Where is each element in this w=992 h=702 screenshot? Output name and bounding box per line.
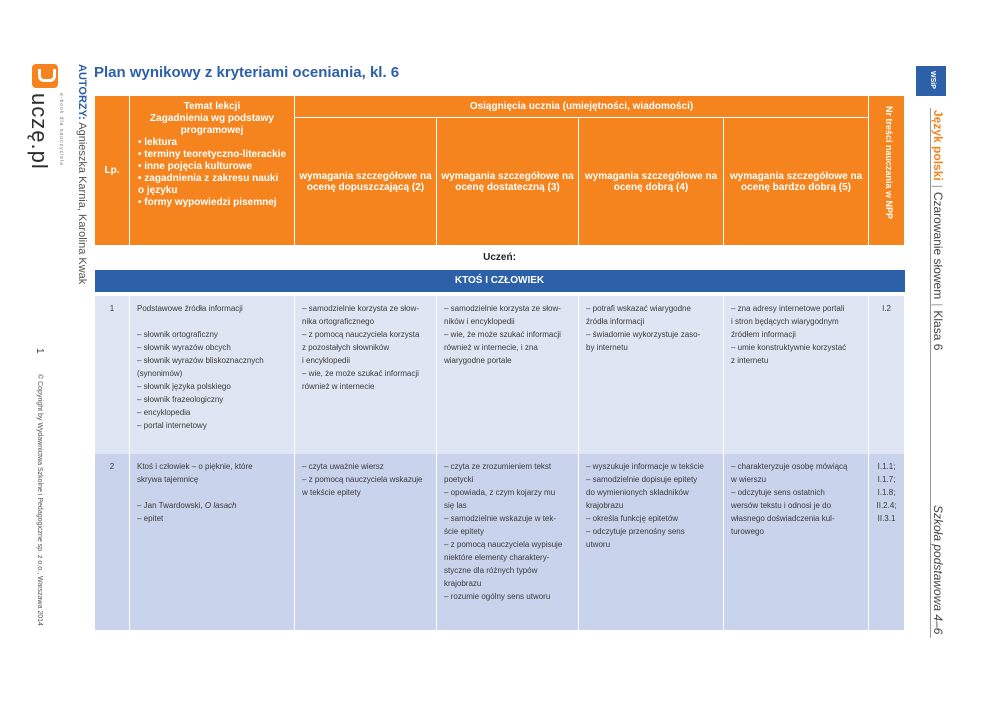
- brand-tagline: e-book dla nauczyciela: [58, 93, 64, 166]
- topic-line: – portal internetowy: [137, 420, 207, 430]
- school-level: Szkoła podstawowa 4–6: [931, 505, 945, 635]
- subject: Język polski: [931, 110, 945, 181]
- row-level-4: – wyszukuje informacje w tekście – samodzielnie dopisuje epitety do wymienionych składników krajobrazu – określa funkcję epitetów – odczytuje przenośny sens utworu: [579, 454, 724, 630]
- uczen-label: Uczeń:: [95, 246, 905, 270]
- row-level-3: – czyta ze zrozumieniem tekst poetycki – opowiada, z czym kojarzy mu się las – samodzielnie wskazuje w tek- ście epitety – z pomocą nauczyciela wypisuje niektóre elementy charaktery- styczne dla różnych typów krajobrazu – rozumie ogólny sens utworu: [437, 454, 579, 630]
- wsip-logo-text: WSiP: [929, 71, 936, 89]
- topic-line: Podstawowe źródła informacji: [137, 303, 243, 313]
- row-level-2: – czyta uważnie wiersz – z pomocą nauczyciela wskazuje w tekście epitety: [295, 454, 437, 630]
- topic-line: – słownik wyrazów bliskoznacznych: [137, 355, 264, 365]
- wsip-logo: [916, 66, 946, 96]
- header-level-2: wymagania szczegółowe na ocenę dopuszczającą (2): [295, 118, 437, 246]
- header-topic-item: • zagadnienia z zakresu nauki o języku: [138, 173, 286, 197]
- row-lp: 2: [95, 454, 130, 630]
- authors-names: Agnieszka Karnia, Karolina Kwak: [76, 122, 88, 285]
- header-topic-title: Temat lekcji: [183, 101, 241, 112]
- topic-line: – słownik języka polskiego: [137, 381, 231, 391]
- uczepl-logo-icon: [32, 64, 58, 88]
- series: Czarowanie słowem: [931, 191, 945, 300]
- copyright: © Copyright by Wydawnictwa Szkolne i Pedagogiczne sp. z o.o., Warszawa 2014: [36, 374, 43, 626]
- header-npp: [869, 96, 905, 246]
- header-topic-item: • inne pojęcia kulturowe: [138, 161, 286, 173]
- grading-plan-table: [94, 95, 905, 630]
- page-title: Plan wynikowy z kryteriami oceniania, kl. 6: [94, 64, 400, 81]
- header-achievements: Osiągnięcia ucznia (umiejętności, wiadomości): [295, 96, 869, 118]
- topic-line: – słownik ortograficzny: [137, 329, 218, 339]
- row-topic: [130, 296, 295, 454]
- header-topic-item: • lektura: [138, 137, 286, 149]
- grade: Klasa 6: [931, 310, 945, 351]
- brand-name: uczę.pl: [27, 93, 52, 170]
- header-level-5: wymagania szczegółowe na ocenę bardzo dobrą (5): [724, 118, 869, 246]
- header-level-3: wymagania szczegółowe na ocenę dostateczną (3): [437, 118, 579, 246]
- row-npp: I.1.1; I.1.7; I.1.8; II.2.4; II.3.1: [869, 454, 905, 630]
- row-level-5: – charakteryzuje osobę mówiącą w wierszu – odczytuje sens ostatnich wersów tekstu i odnosi je do własnego doświadczenia kul- turowego: [724, 454, 869, 630]
- topic-line: – Jan Twardowski, O lasach: [137, 500, 237, 510]
- row-topic: [130, 454, 295, 630]
- header-lp: Lp.: [95, 96, 130, 246]
- header-topic: [130, 96, 295, 246]
- row-level-2: – samodzielnie korzysta ze słow- nika ortograficznego – z pomocą nauczyciela korzysta z pozostałych słowników i encyklopedii – wie, że może szukać informacji również w internecie: [295, 296, 437, 454]
- topic-line: – encyklopedia: [137, 407, 191, 417]
- row-level-5: – zna adresy internetowe portali i stron będących wiarygodnym źródłem informacji – umie konstruktywnie korzystać z internetu: [724, 296, 869, 454]
- row-npp: I.2: [869, 296, 905, 454]
- topic-line: – epitet: [137, 513, 164, 523]
- page-number: 1: [34, 348, 45, 354]
- table-row: [95, 454, 905, 630]
- header-topic-item: • formy wypowiedzi pisemnej: [138, 197, 286, 209]
- header-topic-item: • terminy teoretyczno-literackie: [138, 149, 286, 161]
- header-level-4: wymagania szczegółowe na ocenę dobrą (4): [579, 118, 724, 246]
- left-margin: [0, 0, 88, 702]
- authors-label: AUTORZY:: [76, 64, 88, 120]
- header-topic-sub: Zagadnienia wg podstawy programowej: [150, 113, 274, 136]
- header-npp-label: Nr treści nauczania w NPP: [884, 106, 895, 220]
- topic-line: (synonimów): [137, 368, 183, 378]
- authors: [76, 64, 88, 284]
- row-level-4: – potrafi wskazać wiarygodne źródła informacji – świadomie wykorzystuje zaso- by internetu: [579, 296, 724, 454]
- topic-line: – słownik wyrazów obcych: [137, 342, 231, 352]
- topic-line: skrywa tajemnicę: [137, 474, 199, 484]
- topic-line: – słownik frazeologiczny: [137, 394, 224, 404]
- section-header: KTOŚ I CZŁOWIEK: [95, 270, 905, 292]
- row-lp: 1: [95, 296, 130, 454]
- topic-line: Ktoś i człowiek – o pięknie, które: [137, 461, 253, 471]
- subject-header: Język polski|Czarowanie słowem|Klasa 6: [931, 110, 945, 351]
- row-level-3: – samodzielnie korzysta ze słow- ników i encyklopedii – wie, że może szukać informacji również w internecie, i zna wiarygodne portale: [437, 296, 579, 454]
- table-row: [95, 296, 905, 454]
